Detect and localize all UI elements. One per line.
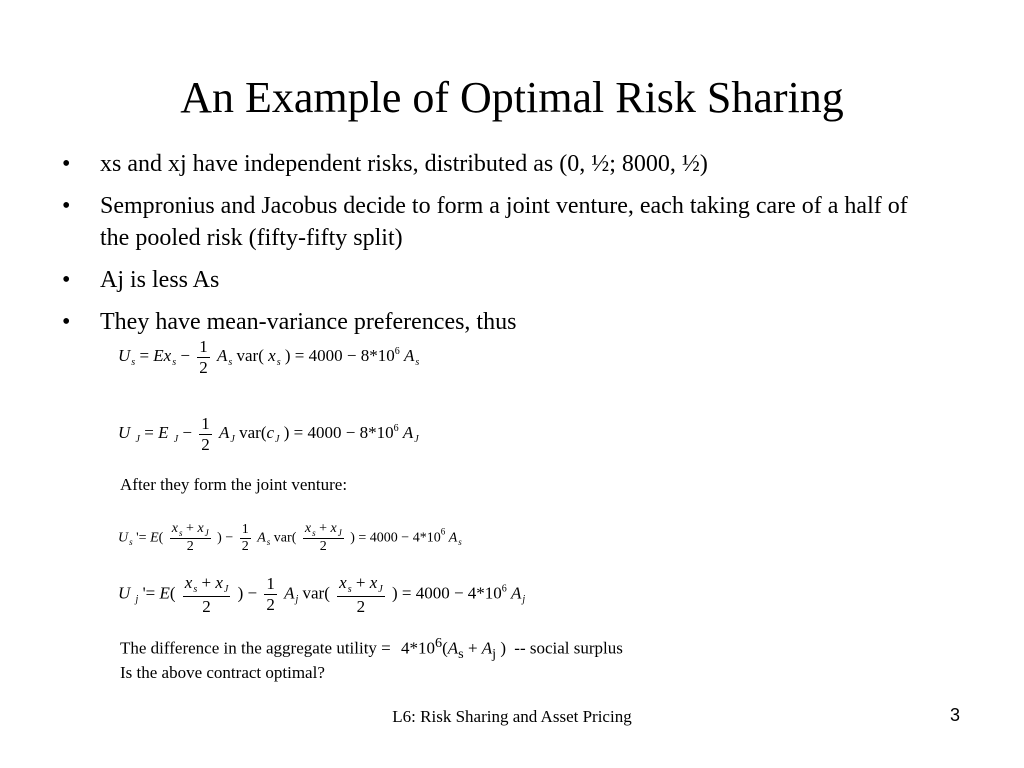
fraction: $\frac{1}{2}$ — [266, 574, 275, 615]
equation-utility-j: U $_J$ = E $_J$ − $\frac{1}{2}$ $A_J$ $var(c_J$ ) = $4000 - 8*10^6$ $A_J$ — [118, 414, 419, 454]
bullet-list — [62, 148, 942, 348]
surplus-expression: $4*10^6(A_s + A_j$ ) — [401, 635, 507, 663]
bullet-dot: • — [62, 267, 71, 293]
fraction: $\frac{1}{2}$ — [199, 337, 208, 377]
fraction: $\frac{x_s + x_J}{2}$ — [171, 521, 209, 555]
equation-utility-s-joint: $U_s$ '= E( $\frac{x_s + x_J}{2}$ ) − $\frac{1}{2}$ $A_s$ var( $\frac{x_s + x_J}{2}$ ) = $4000 - 4*10^6$ $A_s$ — [118, 521, 462, 555]
slide-footer: L6: Risk Sharing and Asset Pricing — [392, 707, 632, 726]
slide-title: An Example of Optimal Risk Sharing — [180, 73, 844, 122]
fraction: $\frac{x_s + x_J}{2}$ — [304, 521, 342, 555]
equation-utility-j-joint: U $_j$ '= E( $\frac{x_s + x_J}{2}$ ) − $\frac{1}{2}$ $A_j$ var( $\frac{x_s + x_J}{2}$ ) = $4000 - 4*10^6$ $A_j$ — [118, 573, 526, 616]
after-venture-text: After they form the joint venture: — [120, 475, 348, 494]
fraction: $\frac{1}{2}$ — [241, 521, 249, 554]
difference-line — [120, 633, 623, 664]
fraction: $\frac{x_s + x_J}{2}$ — [339, 573, 383, 616]
difference-text: The difference in the aggregate utility = — [120, 638, 391, 658]
bullet-text: They have mean-variance preferences, thus — [100, 309, 517, 335]
fraction: $\frac{1}{2}$ — [201, 414, 210, 454]
bullet-text: Sempronius and Jacobus decide to form a joint venture, each taking care of a half of the pooled risk (fifty-fifty split) — [100, 193, 908, 251]
bullet-dot: • — [62, 309, 71, 335]
fraction: $\frac{x_s + x_J}{2}$ — [184, 573, 229, 616]
bullet-text: Aj is less As — [100, 267, 220, 293]
page-number: 3 — [950, 705, 961, 725]
surplus-text: -- social surplus — [514, 638, 623, 658]
question-text: Is the above contract optimal? — [120, 663, 325, 682]
bullet-item — [62, 148, 942, 180]
bullet-item — [62, 306, 942, 338]
bullet-item — [62, 264, 942, 296]
equation-utility-s: $U_s = Ex_s$ − $\frac{1}{2}$ $A_s$ var( $x_s$ ) = $4000 - 8*10^6$ $A_s$ — [118, 337, 420, 377]
bullet-item — [62, 190, 942, 254]
bullet-text: xs and xj have independent risks, distributed as (0, ½; 8000, ½) — [100, 151, 708, 177]
bullet-dot: • — [62, 151, 71, 177]
bullet-dot: • — [62, 193, 71, 219]
